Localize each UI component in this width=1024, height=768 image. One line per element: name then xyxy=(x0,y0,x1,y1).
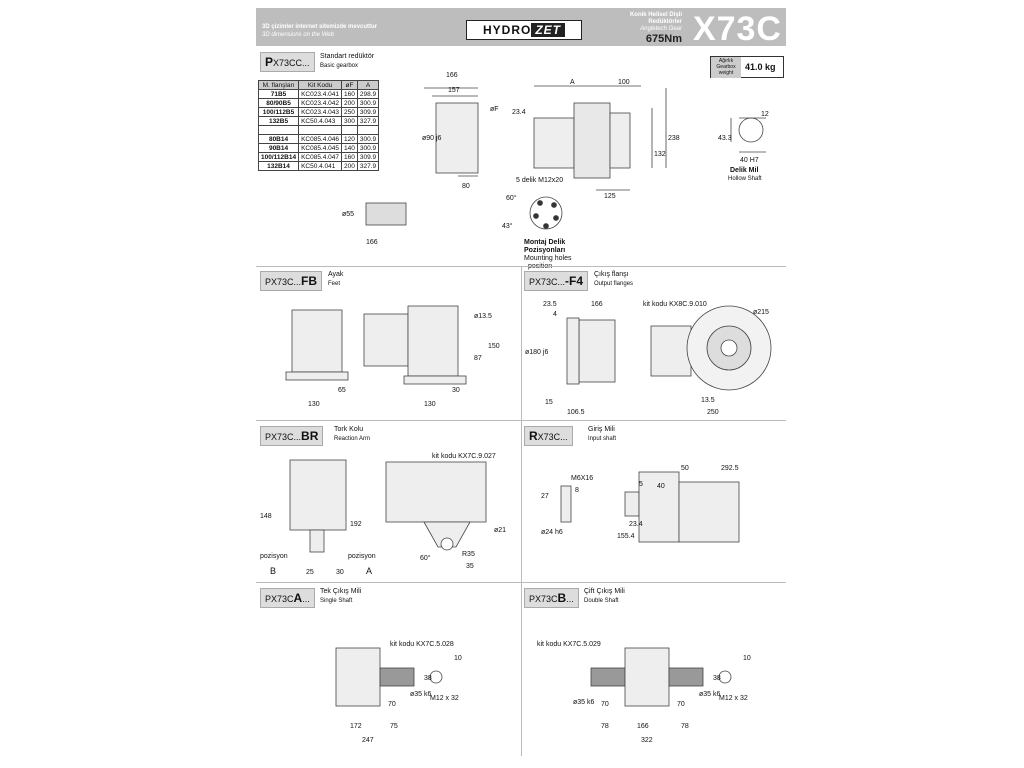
input-drawing xyxy=(521,442,786,582)
basic-title-tr: Standart redüktör xyxy=(320,53,375,60)
dim-80: 80 xyxy=(462,183,470,190)
double-dim-2: 38 xyxy=(713,675,721,682)
table-cell: 80/90B5 xyxy=(259,99,299,108)
mount-title-tr2: Pozisyonları xyxy=(524,247,566,254)
flange-dim-9: 250 xyxy=(707,409,719,416)
arm-dim-35: 35 xyxy=(466,563,474,570)
feet-title-tr: Ayak xyxy=(328,271,344,278)
torque-rating: 675Nm xyxy=(645,33,682,45)
flange-kit: kit kodu KX8C.9.010 xyxy=(643,301,707,308)
single-dim-3: ø35 k6 xyxy=(410,691,432,698)
single-drawing xyxy=(256,608,521,756)
mount-title-tr: Montaj Delik xyxy=(524,239,566,246)
flange-dim-6: 106.5 xyxy=(567,409,585,416)
double-title-tr: Çift Çıkış Mili xyxy=(584,588,625,595)
feet-dim-7: 130 xyxy=(424,401,436,408)
table-cell: 309.9 xyxy=(357,108,378,117)
double-dim-6: ø35 k6 xyxy=(699,691,721,698)
dim-166-sleeve: 166 xyxy=(366,239,378,246)
input-dim-8: ø24 h6 xyxy=(541,529,563,536)
double-dim-5: 70 xyxy=(677,701,685,708)
double-dim-1: 10 xyxy=(743,655,751,662)
catalog-sheet xyxy=(256,8,786,756)
basic-drawing xyxy=(256,48,786,273)
table-cell: KC085.4.046 xyxy=(299,135,342,144)
double-dim-7: M12 x 32 xyxy=(719,695,748,702)
input-dim-3: M6X16 xyxy=(571,475,594,482)
divider-3 xyxy=(256,582,786,583)
table-cell: 300.9 xyxy=(357,99,378,108)
double-code-label: PX73CB... xyxy=(524,588,579,608)
arm-pos-label-b: pozisyon xyxy=(260,553,288,560)
basic-code-label: PX73CC... xyxy=(260,52,315,72)
dim-40: 40 H7 xyxy=(740,157,759,164)
table-cell: 100/112B14 xyxy=(259,153,299,162)
angle-60: 60° xyxy=(506,195,517,202)
title-en: Angletech Gear xyxy=(640,26,682,32)
table-cell: 160 xyxy=(342,153,358,162)
single-title-tr: Tek Çıkış Mili xyxy=(320,588,362,595)
single-dim-4: 70 xyxy=(388,701,396,708)
flange-code-label: PX73C...-F4 xyxy=(524,271,588,291)
input-dim-1: 50 xyxy=(681,465,689,472)
dim-100: 100 xyxy=(618,79,630,86)
flange-dim-1: 23.5 xyxy=(543,301,557,308)
table-cell: 160 xyxy=(342,90,358,99)
angle-43: 43° xyxy=(502,223,513,230)
arm-dim-r35: R35 xyxy=(462,551,475,558)
feet-dim-4: 65 xyxy=(338,387,346,394)
arm-title-en: Reaction Arm xyxy=(334,436,371,442)
arm-dim-25: 25 xyxy=(306,569,314,576)
input-dim-6: 8 xyxy=(575,487,579,494)
table-header-cell: Kit Kodu xyxy=(299,81,342,90)
input-dim-5: 40 xyxy=(657,483,665,490)
table-cell: 200 xyxy=(342,99,358,108)
double-dim-10: 78 xyxy=(681,723,689,730)
feet-drawing xyxy=(256,288,521,418)
header-bar xyxy=(256,8,786,46)
table-cell: 327.9 xyxy=(357,162,378,171)
single-dim-1: 10 xyxy=(454,655,462,662)
arm-title-tr: Tork Kolu xyxy=(334,426,364,433)
single-dim-8: 247 xyxy=(362,737,374,744)
table-cell: 140 xyxy=(342,144,358,153)
weight-value: 41.0 kg xyxy=(745,62,776,72)
double-kit: kit kodu KX7C.5.029 xyxy=(537,641,601,648)
dim-238: 238 xyxy=(668,135,680,142)
arm-pos-a: A xyxy=(366,566,373,576)
flange-dim-5: 15 xyxy=(545,399,553,406)
feet-dim-2: 87 xyxy=(474,355,482,362)
single-dim-5: M12 x 32 xyxy=(430,695,459,702)
single-title-en: Single Shaft xyxy=(320,598,353,604)
arm-pos-b: B xyxy=(270,566,277,576)
table-header-cell: A xyxy=(357,81,378,90)
feet-dim-1: ø13.5 xyxy=(474,313,492,320)
model-number: X73C xyxy=(692,10,782,48)
table-cell: 298.9 xyxy=(357,90,378,99)
table-cell: 80B14 xyxy=(259,135,299,144)
input-code-label: RX73C... xyxy=(524,426,573,446)
table-cell: 90B14 xyxy=(259,144,299,153)
double-dim-11: 322 xyxy=(641,737,653,744)
table-cell: 132B5 xyxy=(259,117,299,126)
table-cell: KC50.4.043 xyxy=(299,117,342,126)
flange-dim-8: 13.5 xyxy=(701,397,715,404)
flange-dim-2: 166 xyxy=(591,301,603,308)
feet-dim-6: 30 xyxy=(452,387,460,394)
table-header-cell: M. flanşları xyxy=(259,81,299,90)
arm-dim-21: ø21 xyxy=(494,527,507,534)
single-dim-6: 172 xyxy=(350,723,362,730)
table-cell: KC023.4.043 xyxy=(299,108,342,117)
double-dim-9: 166 xyxy=(637,723,649,730)
hollow-title-en: Hollow Shaft xyxy=(728,176,762,182)
dim-12: 12 xyxy=(761,111,769,118)
dim-23-4: 23.4 xyxy=(512,109,526,116)
dim-90: ø90 j6 xyxy=(422,135,442,142)
table-cell: 309.9 xyxy=(357,153,378,162)
basic-title-en: Basic gearbox xyxy=(320,63,359,69)
logo-text-b: ZET xyxy=(531,23,565,37)
arm-dim-148: 148 xyxy=(260,513,272,520)
table-cell: 250 xyxy=(342,108,358,117)
arm-dim-30: 30 xyxy=(336,569,344,576)
input-dim-4: 5 xyxy=(639,481,643,488)
arm-pos-label-a: pozisyon xyxy=(348,553,376,560)
table-cell: KC023.4.041 xyxy=(299,90,342,99)
table-cell: KC023.4.042 xyxy=(299,99,342,108)
table-cell: 300 xyxy=(342,117,358,126)
input-dim-10: 23.4 xyxy=(629,521,643,528)
table-cell: KC50.4.041 xyxy=(299,162,342,171)
table-header-cell: øF xyxy=(342,81,358,90)
table-cell: KC085.4.047 xyxy=(299,153,342,162)
mount-title-en: Mounting holes xyxy=(524,255,572,262)
input-dim-2: 292.5 xyxy=(721,465,739,472)
web-note-en: 3D dimensions on the Web xyxy=(262,32,334,38)
table-cell: KC085.4.045 xyxy=(299,144,342,153)
title-tr2: Redüktörler xyxy=(648,19,682,25)
flange-drawing xyxy=(521,288,786,418)
input-dim-9: 155.4 xyxy=(617,533,635,540)
double-dim-3: ø35 k6 xyxy=(573,699,595,706)
table-cell: 327.9 xyxy=(357,117,378,126)
double-title-en: Double Shaft xyxy=(584,598,619,604)
feet-title-en: Feet xyxy=(328,281,341,287)
dim-166: 166 xyxy=(446,72,458,79)
input-title-tr: Giriş Mili xyxy=(588,426,615,433)
table-cell: 200 xyxy=(342,162,358,171)
double-dim-4: 70 xyxy=(601,701,609,708)
dim-a: A xyxy=(570,79,575,86)
title-tr: Konik Helisel Dişli xyxy=(629,12,682,18)
arm-kit: kit kodu KX7C.9.027 xyxy=(432,453,496,460)
dim-55: ø55 xyxy=(342,211,355,218)
dim-157: 157 xyxy=(448,87,460,94)
input-dim-7: 27 xyxy=(541,493,549,500)
single-code-label: PX73CA... xyxy=(260,588,315,608)
arm-dim-60: 60° xyxy=(420,555,431,562)
dim-125: 125 xyxy=(604,193,616,200)
single-kit: kit kodu KX7C.5.028 xyxy=(390,641,454,648)
single-dim-2: 38 xyxy=(424,675,432,682)
table-cell: 71B5 xyxy=(259,90,299,99)
dim-43-3: 43.3 xyxy=(718,135,732,142)
feet-code-label: PX73C...FB xyxy=(260,271,322,291)
single-dim-7: 75 xyxy=(390,723,398,730)
flange-dim-4: ø180 j6 xyxy=(525,349,549,356)
web-note-tr: 3D çizimler internet sitemizde mevcuttur xyxy=(262,24,378,30)
brand-logo xyxy=(466,20,582,40)
weight-label: Ağırlık Gearbox weight xyxy=(711,57,741,78)
divider-2 xyxy=(256,420,786,421)
dim-132: 132 xyxy=(654,151,666,158)
flange-dim-7: ø215 xyxy=(753,309,769,316)
logo-text-a: HYDRO xyxy=(482,23,532,37)
feet-dim-3: 150 xyxy=(488,343,500,350)
table-cell: 132B14 xyxy=(259,162,299,171)
arm-dim-192: 192 xyxy=(350,521,362,528)
table-cell: 120 xyxy=(342,135,358,144)
double-dim-8: 78 xyxy=(601,723,609,730)
table-cell: 300.9 xyxy=(357,135,378,144)
hollow-title-tr: Delik Mil xyxy=(730,167,759,174)
flange-dim-3: 4 xyxy=(553,311,557,318)
flange-title-tr: Çıkış flanşı xyxy=(594,271,629,278)
double-drawing xyxy=(521,608,786,756)
flange-title-en: Output flanges xyxy=(594,281,634,287)
arm-drawing xyxy=(256,442,521,582)
holes-label: 5 delik M12x20 xyxy=(516,177,564,184)
feet-dim-5: 130 xyxy=(308,401,320,408)
table-cell: 300.9 xyxy=(357,144,378,153)
input-title-en: Input shaft xyxy=(588,436,617,442)
arm-code-label: PX73C...BR xyxy=(260,426,323,446)
dim-f: øF xyxy=(490,106,499,113)
table-cell: 100/112B5 xyxy=(259,108,299,117)
